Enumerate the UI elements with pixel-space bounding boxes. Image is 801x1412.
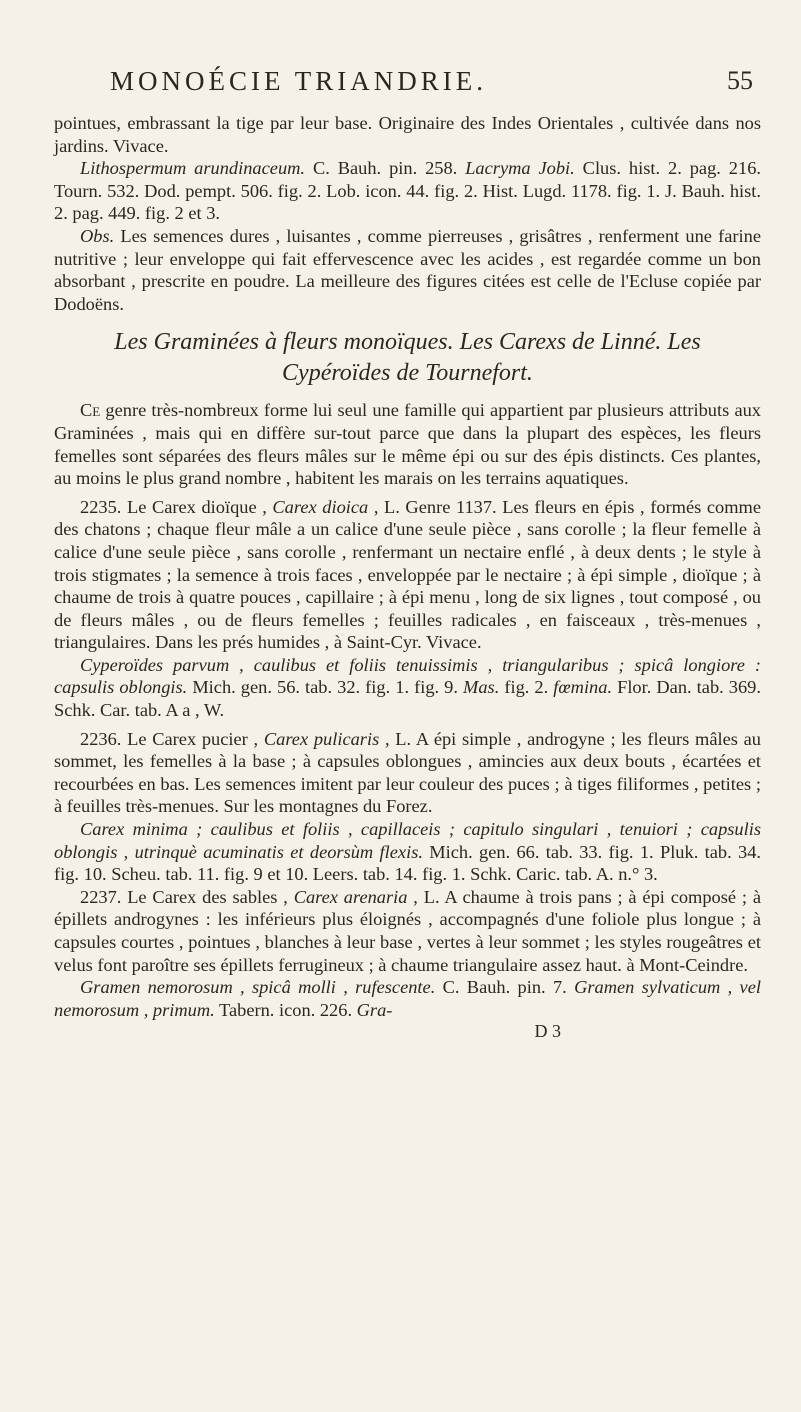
reference-fig: fig. 2.	[499, 677, 554, 698]
reference-bauhin-2237: C. Bauh. pin. 7.	[435, 977, 575, 998]
reference-list: Clus. hist. 2. pag. 216. Tourn. 532. Dod. pempt. 506. fig. 2. Lob. icon. 44. fig. 2. Hist. Lugd. 1178. fig. 1. J. Bauh. hist. 2. pag. 449. fig. 2 et 3.	[54, 158, 761, 224]
synonym-lithospermum: Lithospermum arundinaceum.	[80, 158, 306, 179]
entry-2236-heading: 2236. Le Carex pucier ,	[80, 728, 264, 749]
entry-2237-description: , L. A chaume à trois pans ; à épi composé ; à épillets androgynes : les inférieurs plus éloignés , accompagnés d'une foliole plus longue ; à capsules courtes , pointues , blanches à leur base , vertes à leur sommet ; les styles rougeâtres et velus font paroître ses épillets ferrugineux ; à chaume triangulaire assez haut. à Mont-Ceindre.	[54, 886, 761, 975]
synonym-cyperoides: Cyperoïdes parvum , caulibus et foliis tenuissimis , triangularibus ; spicâ longiore : capsulis oblongis.	[54, 654, 761, 698]
entry-2237	[54, 886, 761, 976]
entry-2235-synonyms	[54, 654, 761, 722]
reference-list-2236: Mich. gen. 66. tab. 33. fig. 1. Pluk. tab. 34. fig. 10. Scheu. tab. 11. fig. 9 et 10. Leers. tab. 14. fig. 1. Schk. Caric. tab. A. n.° 3.	[54, 841, 761, 885]
obs-label: Obs.	[80, 225, 115, 246]
entry-2236	[54, 728, 761, 818]
section-title-line-1: Les Graminées à fleurs monoïques. Les Carexs de Linné. Les	[114, 329, 701, 356]
entry-2235	[54, 496, 761, 654]
section-title	[54, 327, 761, 389]
running-head: MONOÉCIE TRIANDRIE.	[110, 66, 487, 96]
reference-michel: Mich. gen. 56. tab. 32. fig. 1. fig. 9.	[187, 677, 464, 698]
paragraph-observation	[54, 225, 761, 315]
genre-first-word: Ce	[80, 400, 101, 421]
synonym-gramen-nemorosum: Gramen nemorosum , spicâ molli , rufescente.	[80, 977, 436, 998]
entry-2237-latin-name: Carex arenaria	[293, 886, 408, 907]
entry-2237-heading: 2237. Le Carex des sables ,	[80, 886, 294, 907]
entry-2236-latin-name: Carex pulicaris	[263, 728, 380, 749]
synonym-lacryma: Lacryma Jobi.	[465, 158, 575, 179]
entry-2236-description: , L. A épi simple , androgyne ; les fleurs mâles au sommet, les femelles à la base ; à capsules oblongues , amincies aux deux bouts , écartées et recourbées en bas. Les semences imitent par leur couleur des puces ; à tiges filiformes , petites ; à feuilles très-menues. Sur les montagnes du Forez.	[54, 728, 762, 817]
entry-2236-synonyms	[54, 818, 761, 886]
page-header	[110, 66, 759, 102]
genre-text: genre très-nombreux forme lui seul une famille qui appartient par plusieurs attributs aux Graminées , mais qui en diffère sur-tout parce que dans la plupart des espèces, les fleurs femelles sont séparées des fleurs mâles sur le même épi ou sur des épis distincts. Ces plantes, au moins le plus grand nombre , habitent les marais on les terrains aquatiques.	[54, 400, 761, 489]
signature-mark: D 3	[534, 1021, 561, 1042]
reference-bauhin: C. Bauh. pin. 258.	[305, 158, 466, 179]
page-body	[54, 112, 761, 1042]
entry-2235-heading: 2235. Le Carex dioïque ,	[80, 496, 273, 517]
entry-2237-synonyms	[54, 976, 761, 1021]
paragraph-genre-intro	[54, 399, 761, 489]
section-title-line-2: Cypéroïdes de Tournefort.	[282, 360, 533, 387]
reference-flor-dan: Flor. Dan. tab. 369. Schk. Car. tab. A a , W.	[54, 677, 761, 721]
entry-2235-description: , L. Genre 1137. Les fleurs en épis , formés comme des chatons ; chaque fleur mâle a un calice d'une seule pièce , sans corolle ; la fleur femelle à calice d'une seule pièce , sans corolle , renfermant un nectaire enflé , à deux dents ; le style à trois stigmates ; la semence à trois faces , enveloppée par le nectaire ; à épi simple , dioïque ; à chaume de trois à quatre pouces , capillaire ; à épi menu , long de six lignes , tout composé , ou de fleurs mâles , ou de fleurs femelles ; feuilles radicales , en faisceaux , très-menues , triangulaires. Dans les prés humides , à Saint-Cyr. Vivace.	[54, 496, 761, 653]
entry-2235-latin-name: Carex dioica	[272, 496, 369, 517]
page-number: 55	[727, 66, 753, 95]
obs-text: Les semences dures , luisantes , comme pierreuses , grisâtres , renferment une farine nutritive ; leur enveloppe qui fait effervescence avec les acides , est regardée comme un bon absorbant , prescrite en poudre. La meilleure des figures citées est celle de l'Ecluse copiée par Dodoëns.	[54, 225, 761, 314]
synonym-foemina: fœmina.	[553, 677, 613, 698]
paragraph-continuation: pointues, embrassant la tige par leur base. Originaire des Indes Orientales , cultivée dans nos jardins. Vivace.	[54, 113, 761, 156]
synonym-mas: Mas.	[463, 677, 500, 698]
reference-tabern: Tabern. icon. 226.	[214, 999, 357, 1020]
catchword: Gra-	[356, 999, 393, 1020]
paragraph-synonyms-coix	[54, 157, 761, 225]
synonym-carex-minima: Carex minima ; caulibus et foliis , capillaceis ; capitulo singulari , tenuiori ; capsulis oblongis , utrinquè acuminatis et deorsùm flexis.	[54, 819, 761, 862]
synonym-gramen-sylvaticum: Gramen sylvaticum , vel nemorosum , primum.	[54, 977, 761, 1020]
